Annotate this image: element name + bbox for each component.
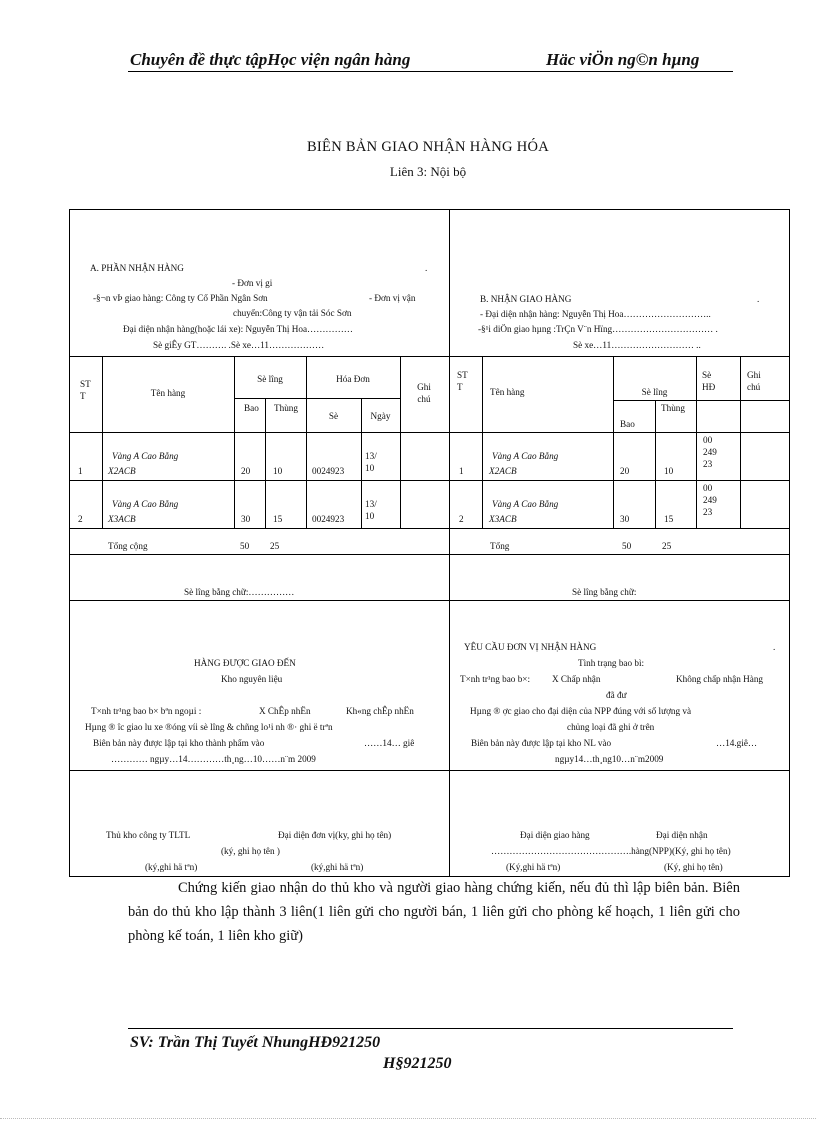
divider-mid-section xyxy=(69,600,790,601)
left-th-ngay: Ngày xyxy=(370,411,391,421)
right-mid-line-5: chủng loại đã ghi ở trên xyxy=(567,722,655,732)
right-th-name: Tên hàng xyxy=(490,387,525,397)
right-mid-line-2a: T×nh tr¹ng bao b×: xyxy=(460,674,531,684)
right-row1-name2: X2ACB xyxy=(489,466,517,476)
left-top-line-3: chuyển:Công ty vận tải Sóc Sơn xyxy=(233,308,352,318)
left-mid-line-1: Kho nguyên liệu xyxy=(221,674,283,684)
right-col-line-2 xyxy=(613,356,614,528)
left-total-label: Tổng cộng xyxy=(108,541,148,551)
left-top-line-4: Đại diện nhận hàng(hoặc lái xe): Nguyễn Thị Hoa…………… xyxy=(123,324,353,334)
header-rule xyxy=(128,71,733,72)
left-row1-thung: 10 xyxy=(273,466,283,476)
left-sign-note-2: (ký,ghi hä tªn) xyxy=(145,862,198,872)
divider-total-row xyxy=(69,528,790,529)
right-mid-line-4: Hµng ® ợc giao cho đại diện của NPP đúng với số lượng và xyxy=(470,706,692,716)
left-sign-warehouse-keeper: Thủ kho công ty TLTL xyxy=(106,830,191,840)
right-row1-thung: 10 xyxy=(664,466,674,476)
left-sign-note-3: (ký,ghi hä tªn) xyxy=(311,862,364,872)
page-bottom-dotted-edge xyxy=(0,1118,816,1119)
left-th-bao: Bao xyxy=(244,403,259,413)
right-row2-bao: 30 xyxy=(620,514,630,524)
form-center-divider xyxy=(449,209,450,877)
left-table-row-divider xyxy=(69,480,450,481)
right-table-subheader-line xyxy=(613,400,790,401)
right-table-row-divider xyxy=(449,480,790,481)
left-th-so: Sè xyxy=(328,411,339,421)
divider-words-row xyxy=(69,554,790,555)
right-top-line-3: Sè xe…11……………………… .. xyxy=(573,340,701,350)
left-row1-stt: 1 xyxy=(78,466,83,476)
divider-top-section xyxy=(69,356,790,357)
right-top-dot: . xyxy=(757,294,760,304)
left-total-bao: 50 xyxy=(240,541,250,551)
left-sign-unit-rep: Đại diện đơn vị(ky, ghi họ tên) xyxy=(278,830,392,840)
left-row1-so: 0024923 xyxy=(312,466,345,476)
right-th-note: Ghi chú xyxy=(747,370,761,392)
right-table-header-bottom xyxy=(449,432,790,433)
left-amount-in-words: Sè lîng bằng chữ:…………… xyxy=(184,587,295,597)
right-mid-line-2c: Không chấp nhận Hàng xyxy=(676,674,764,684)
left-total-thung: 25 xyxy=(270,541,280,551)
right-row1-stt: 1 xyxy=(459,466,464,476)
left-top-line-5: Sè giÊy GT………. .Sè xe…11……………… xyxy=(153,340,325,350)
right-mid-line-7: ngµy14…th¸ng10…n¨m2009 xyxy=(555,754,664,764)
right-th-qty: Sè lîng xyxy=(641,387,668,397)
left-th-stt: ST T xyxy=(80,379,91,401)
right-sign-note-2: (Ký, ghi họ tên) xyxy=(664,862,723,872)
right-th-so: Sè HĐ xyxy=(702,370,716,392)
left-mid-line-4b: ……14… giê xyxy=(364,738,415,748)
document-title: BIÊN BẢN GIAO NHẬN HÀNG HÓA xyxy=(306,139,550,155)
right-mid-line-6a: Biên bản này được lập tại kho NL vào xyxy=(471,738,612,748)
right-top-line-1: - Đại diện nhận hàng: Nguyễn Thị Hoa……………………….. xyxy=(480,309,711,319)
right-row1-name1: Vàng A Cao Bằng xyxy=(492,451,559,461)
right-row2-name1: Vàng A Cao Bằng xyxy=(492,499,559,509)
left-table-header-bottom xyxy=(69,432,450,433)
left-th-qty: Sè lîng xyxy=(257,374,283,384)
left-mid-line-2b: X ChÊp nhËn xyxy=(259,706,311,716)
left-top-line-2a: -§¬n vÞ giao hàng: Công ty Cổ Phần Ngân Sơn xyxy=(93,293,268,303)
right-row2-so: 00 249 23 xyxy=(703,483,717,517)
left-top-line-1: - Đơn vị gi xyxy=(232,278,273,288)
left-row1-name2: X2ACB xyxy=(108,466,136,476)
right-sign-note-1: (Ký,ghi hä tªn) xyxy=(506,862,561,872)
footer-class-line: H§921250 xyxy=(383,1055,452,1072)
right-total-thung: 25 xyxy=(662,541,672,551)
left-mid-line-2c: Kh«ng chÊp nhËn xyxy=(346,706,414,716)
right-mid-line-3: đã đư xyxy=(606,690,627,700)
left-th-invoice: Hóa Đơn xyxy=(336,374,370,384)
left-top-line-2b: - Đơn vị vận xyxy=(369,293,416,303)
right-mid-line-6b: …14.giê… xyxy=(716,738,758,748)
left-row2-ngay: 13/ 10 xyxy=(365,499,377,521)
left-row2-stt: 2 xyxy=(78,514,83,524)
right-col-line-3 xyxy=(655,400,656,528)
left-top-dot: . xyxy=(425,263,428,273)
footer-rule xyxy=(128,1028,733,1029)
right-mid-line-1: Tình trạng bao bì: xyxy=(578,658,645,668)
left-row2-bao: 30 xyxy=(241,514,251,524)
left-th-thung: Thùng xyxy=(274,403,298,413)
right-col-line-5 xyxy=(740,356,741,528)
left-mid-line-5: ………… ngµy…14…………th¸ng…10……n¨m 2009 xyxy=(111,754,316,764)
left-row2-name2: X3ACB xyxy=(108,514,136,524)
right-mid-dot: . xyxy=(773,642,776,652)
right-sign-npp-line: ……………………………………….hàng(NPP)(Ký, ghi họ tên) xyxy=(491,846,731,856)
right-row1-bao: 20 xyxy=(620,466,630,476)
right-total-bao: 50 xyxy=(622,541,632,551)
left-mid-line-2a: T×nh tr¹ng bao b× bªn ngoµi : xyxy=(91,706,202,716)
left-row1-ngay: 13/ 10 xyxy=(365,451,377,473)
left-table-subheader-line xyxy=(234,398,400,399)
footer-student-line: SV: Trần Thị Tuyết NhungHĐ921250 xyxy=(130,1034,381,1051)
right-th-bao: Bao xyxy=(620,419,635,429)
right-amount-in-words: Sè lîng bằng chữ: xyxy=(572,587,637,597)
left-row2-name1: Vàng A Cao Bằng xyxy=(112,499,179,509)
right-th-stt: ST T xyxy=(457,370,468,392)
body-paragraph: Chứng kiến giao nhận do thủ kho và người giao hàng chứng kiến, nếu đủ thì lập biên bản. Biên bản do thủ kho lập thành 3 liên(1 liên gửi cho người bán, 1 liên gửi cho phòng kế hoạch, 1 liên gửi cho phòng kế toán, 1 liên kho giữ) xyxy=(128,880,740,944)
left-th-name: Tên hàng xyxy=(150,388,186,398)
left-mid-line-3: Hµng ® îc giao lu xe ®óng víi sè lîng & chñng lo¹i nh ®· ghi ë trªn xyxy=(85,722,333,732)
left-top-heading: A. PHẦN NHẬN HÀNG xyxy=(90,263,184,273)
right-row2-thung: 15 xyxy=(664,514,674,524)
header-left-title: Chuyên đề thực tậpHọc viện ngân hàng xyxy=(130,50,411,69)
right-th-thung: Thùng xyxy=(661,403,685,413)
right-row2-stt: 2 xyxy=(459,514,464,524)
right-total-label: Tổng xyxy=(490,541,510,551)
left-mid-heading: HÀNG ĐƯỢC GIAO ĐẾN xyxy=(194,658,296,668)
right-top-heading: B. NHẬN GIAO HÀNG xyxy=(480,294,572,304)
left-col-line-6 xyxy=(400,356,401,528)
right-sign-receiver: Đại diện nhận xyxy=(656,830,708,840)
left-row2-thung: 15 xyxy=(273,514,283,524)
left-row2-so: 0024923 xyxy=(312,514,345,524)
right-mid-line-2b: X Chấp nhận xyxy=(552,674,601,684)
right-row2-name2: X3ACB xyxy=(489,514,517,524)
right-row1-so: 00 249 23 xyxy=(703,435,717,469)
header-right-title: Häc viÖn ng©n hµng xyxy=(546,50,700,69)
right-col-line-4 xyxy=(696,356,697,528)
document-subtitle: Liên 3: Nội bộ xyxy=(389,164,467,179)
left-mid-line-4a: Biên bản này được lập tại kho thành phẩm vào xyxy=(93,738,265,748)
divider-sign-section xyxy=(69,770,790,771)
right-top-line-2: -§¹i diÖn giao hµng :TrÇn V¨n Hïng…………………………… . xyxy=(478,324,718,334)
left-col-line-3 xyxy=(265,398,266,528)
right-mid-heading: YÊU CẦU ĐƠN VỊ NHẬN HÀNG xyxy=(464,642,597,652)
right-col-line-1 xyxy=(482,356,483,528)
right-sign-deliverer: Đại diện giao hàng xyxy=(520,830,590,840)
left-th-note: Ghi chú xyxy=(417,382,431,404)
left-row1-name1: Vàng A Cao Bằng xyxy=(112,451,179,461)
left-row1-bao: 20 xyxy=(241,466,251,476)
left-sign-note-1: (ký, ghi họ tên ) xyxy=(221,846,280,856)
left-col-line-1 xyxy=(102,356,103,528)
